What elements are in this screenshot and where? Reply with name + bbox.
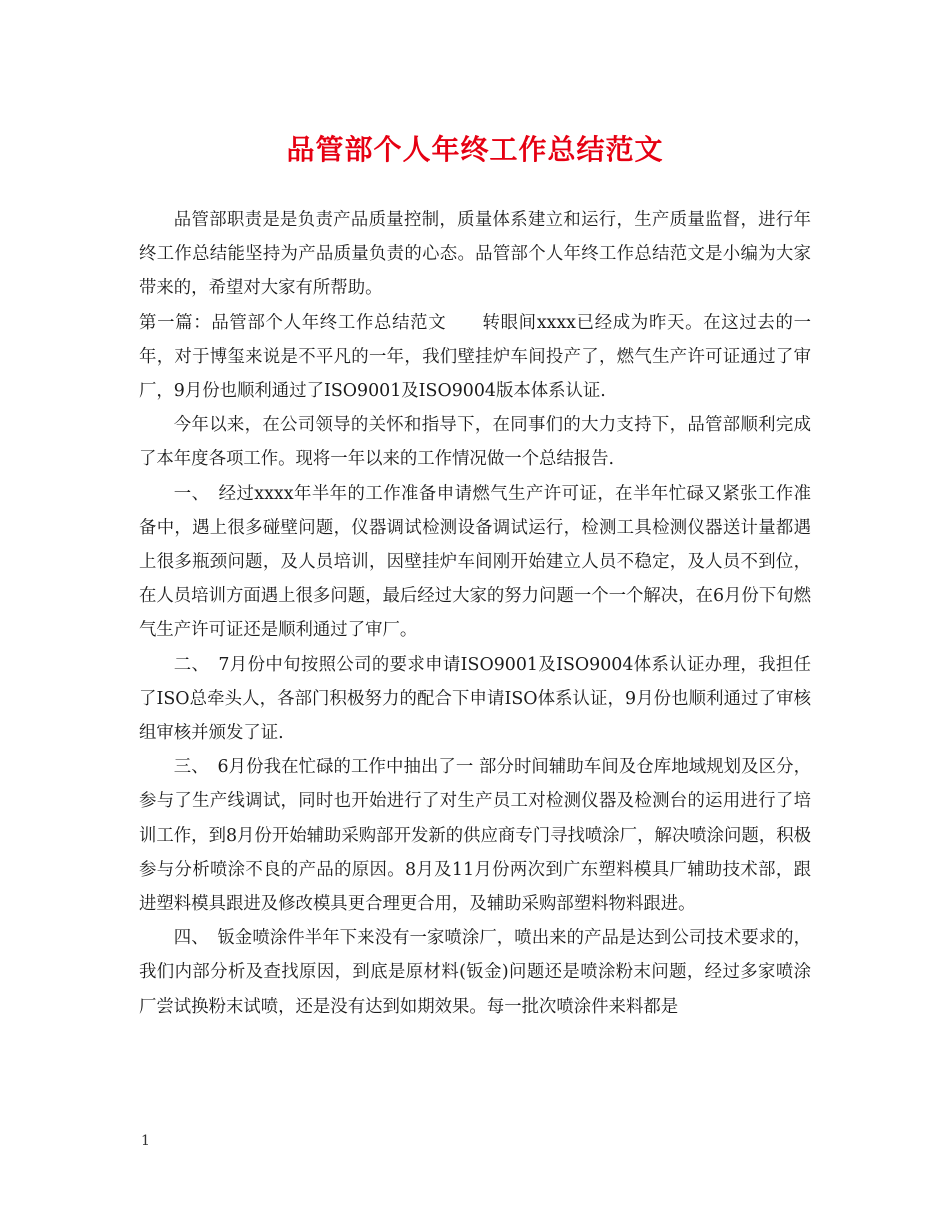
- document-title: 品管部个人年终工作总结范文: [286, 133, 664, 166]
- paragraph-item-four: 四、 钣金喷涂件半年下来没有一家喷涂厂，喷出来的产品是达到公司技术要求的，我们内部分析及查找原因，到底是原材料(钣金)问题还是喷涂粉末问题，经过多家喷涂厂尝试换粉末试喷，还是没有达到如期效果。每一批次喷涂件来料都是: [139, 928, 811, 1017]
- paragraph-first-article: 第一篇：品管部个人年终工作总结范文 转眼间xxxx已经成为昨天。在这过去的一年，对于博玺来说是不平凡的一年，我们壁挂炉车间投产了，燃气生产许可证通过了审厂，9月份也顺利通过了ISO9001及ISO9004版本体系认证.: [139, 312, 811, 402]
- page-number: 1: [141, 1133, 150, 1149]
- paragraph-item-one: 一、 经过xxxx年半年的工作准备申请燃气生产许可证，在半年忙碌又紧张工作准备中，遇上很多碰壁问题，仪器调试检测设备调试运行，检测工具检测仪器送计量都遇上很多瓶颈问题，及人员培训，因壁挂炉车间刚开始建立人员不稳定，及人员不到位，在人员培训方面遇上很多问题，最后经过大家的努力问题一个一个解决，在6月份下旬燃气生产许可证还是顺利通过了审厂。: [139, 483, 811, 641]
- paragraph-item-two: 二、 7月份中旬按照公司的要求申请ISO9001及ISO9004体系认证办理，我担任了ISO总牵头人，各部门积极努力的配合下申请ISO体系认证，9月份也顺利通过了审核组审核并颁发了证.: [139, 654, 811, 744]
- document-body: [139, 203, 811, 1024]
- paragraph-item-three: 三、 6月份我在忙碌的工作中抽出了一 部分时间辅助车间及仓库地域规划及区分，参与了生产线调试，同时也开始进行了对生产员工对检测仪器及检测台的运用进行了培训工作，到8月份开始辅助采购部开发新的供应商专门寻找喷涂厂，解决喷涂问题，积极参与分析喷涂不良的产品的原因。8月及11月份两次到广东塑料模具厂辅助技术部，跟进塑料模具跟进及修改模具更合理更合用，及辅助采购部塑料物料跟进。: [139, 757, 811, 915]
- paragraph-summary: 今年以来，在公司领导的关怀和指导下，在同事们的大力支持下，品管部顺利完成了本年度各项工作。现将一年以来的工作情况做一个总结报告.: [139, 415, 811, 470]
- paragraph-intro: 品管部职责是是负责产品质量控制，质量体系建立和运行，生产质量监督，进行年终工作总结能坚持为产品质量负责的心态。品管部个人年终工作总结范文是小编为大家带来的，希望对大家有所帮助。: [139, 210, 811, 299]
